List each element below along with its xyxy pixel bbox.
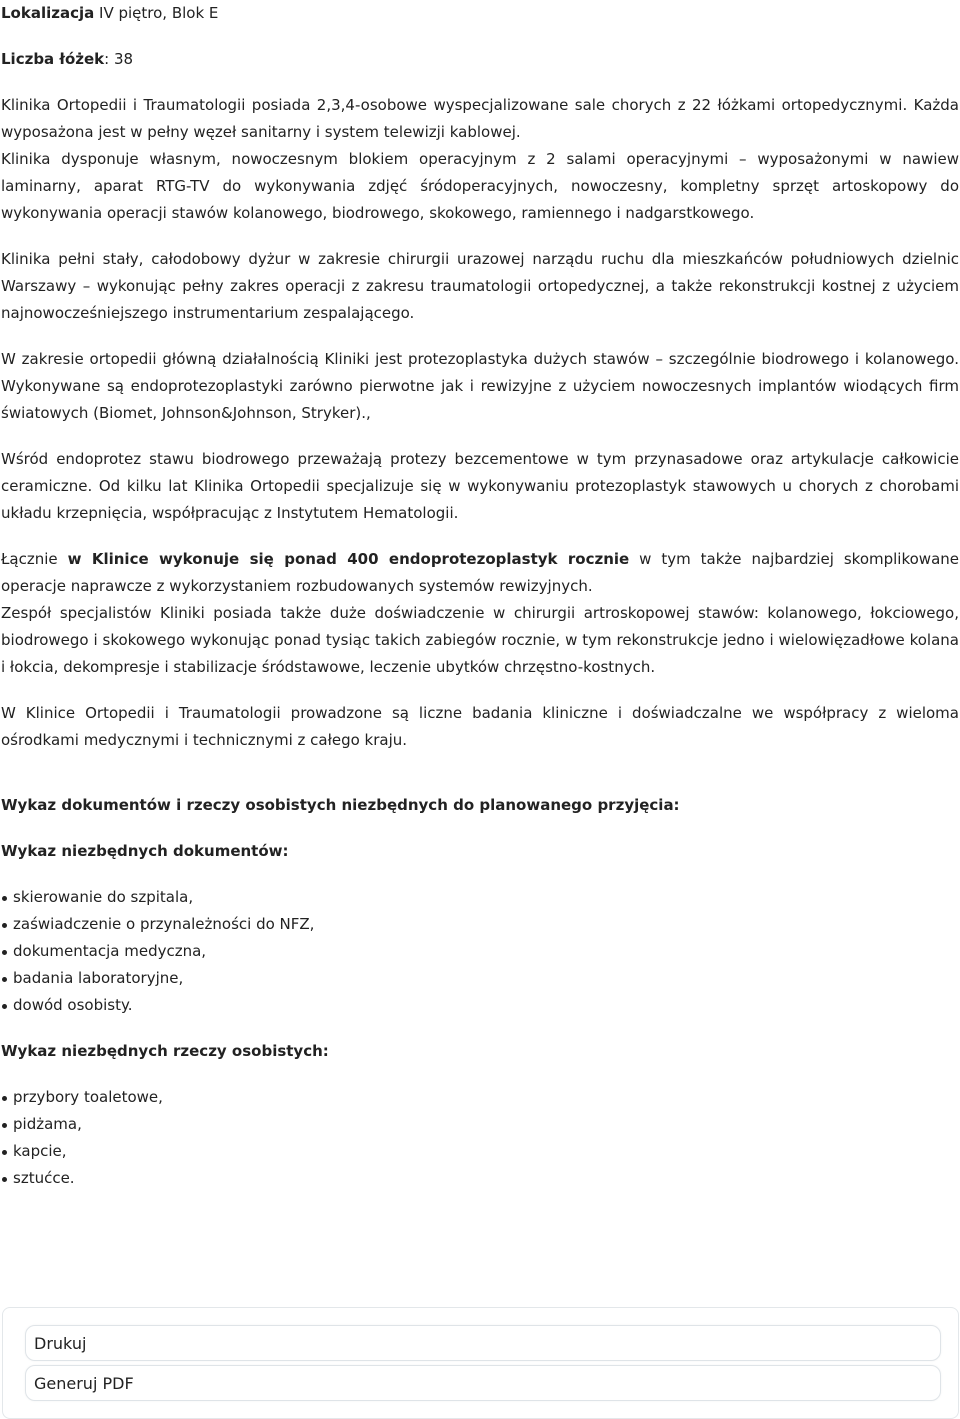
paragraph-arthroscopy: Zespół specjalistów Kliniki posiada także duże doświadczenie w chirurgii artroskopowej stawów: kolanowego, łokciowego, biodrowego i skokowego wykonując ponad tysiąc takich zabiegów rocznie, w tym rekonstrukcje jedno i wielowięzadłowe kolana i łokcia, dekompresje i stabilizacje śródstawowe, leczenie ubytków chrzęstno-kostnych. [1,604,959,676]
personal-items-heading: Wykaz niezbędnych rzeczy osobistych: [1,1042,329,1060]
location-value: IV piętro, Blok E [94,4,219,22]
paragraph-endoprostheses: Wśród endoprotez stawu biodrowego przeważają protezy bezcementowe w tym przynasadowe oraz artykulacje całkowicie ceramiczne. Od kilku lat Klinika Ortopedii specjalizuje się w wykonywaniu protezoplastyk stawowych u chorych z chorobami układu krzepnięcia, współpracując z Instytutem Hematologii. [1,450,959,522]
paragraph-rooms: Klinika Ortopedii i Traumatologii posiada 2,3,4-osobowe wyspecjalizowane sale chorych z 22 łóżkami ortopedycznymi. Każda wyposażona jest w pełny węzeł sanitarny i system telewizji kablowej. [1,96,959,141]
beds-value: : 38 [104,50,134,68]
print-button[interactable]: Drukuj [25,1325,941,1361]
actions-panel [2,1307,959,1419]
list-item: sztućce. [13,1165,959,1192]
paragraph-research: W Klinice Ortopedii i Traumatologii prowadzone są liczne badania kliniczne i doświadczalne we współpracy z wieloma ośrodkami medycznymi i technicznymi z całego kraju. [1,704,959,749]
list-item: pidżama, [13,1111,959,1138]
beds-line [1,46,959,73]
paragraph-annual-count [1,546,959,600]
documents-heading: Wykaz niezbędnych dokumentów: [1,842,289,860]
paragraph-duty: Klinika pełni stały, całodobowy dyżur w zakresie chirurgii urazowej narządu ruchu dla mieszkańców południowych dzielnic Warszawy – wykonując pełny zakres operacji z zakresu traumatologii ortopedycznej, a także rekonstrukcji kostnej z użyciem najnowocześniejszego instrumentarium zespalającego. [1,250,959,322]
personal-items-list [1,1084,959,1192]
beds-label: Liczba łóżek [1,50,105,68]
list-item: przybory toaletowe, [13,1084,959,1111]
location-line [1,0,959,27]
admission-heading: Wykaz dokumentów i rzeczy osobistych niezbędnych do planowanego przyjęcia: [1,796,680,814]
list-item: dokumentacja medyczna, [13,938,959,965]
clinic-description [1,0,959,1192]
generate-pdf-button[interactable]: Generuj PDF [25,1365,941,1401]
list-item: kapcie, [13,1138,959,1165]
list-item: badania laboratoryjne, [13,965,959,992]
list-item: skierowanie do szpitala, [13,884,959,911]
annual-count-bold: w Klinice wykonuje się ponad 400 endoprotezoplastyk rocznie [67,550,630,568]
paragraph-operating-block: Klinika dysponuje własnym, nowoczesnym blokiem operacyjnym z 2 salami operacyjnymi – wyposażonymi w nawiew laminarny, aparat RTG-TV do wykonywania zdjęć śródoperacyjnych, nowoczesny, kompletny sprzęt artoskopowy do wykonywania operacji stawów kolanowego, biodrowego, skokowego, ramiennego i nadgarstkowego. [1,150,959,222]
documents-list [1,884,959,1019]
annual-count-start: Łącznie [1,550,68,568]
location-label: Lokalizacja [1,4,95,22]
annual-count-end: w tym także najbardziej skomplikowane operacje naprawcze z wykorzystaniem rozbudowanych systemów rewizyjnych. [1,550,959,595]
list-item: zaświadczenie o przynależności do NFZ, [13,911,959,938]
list-item: dowód osobisty. [13,992,959,1019]
paragraph-orthopedics: W zakresie ortopedii główną działalnością Kliniki jest protezoplastyka dużych stawów – szczególnie biodrowego i kolanowego. Wykonywane są endoprotezoplastyki zarówno pierwotne jak i rewizyjne z użyciem nowoczesnych implantów wiodących firm światowych (Biomet, Johnson&Johnson, Stryker)., [1,350,959,422]
